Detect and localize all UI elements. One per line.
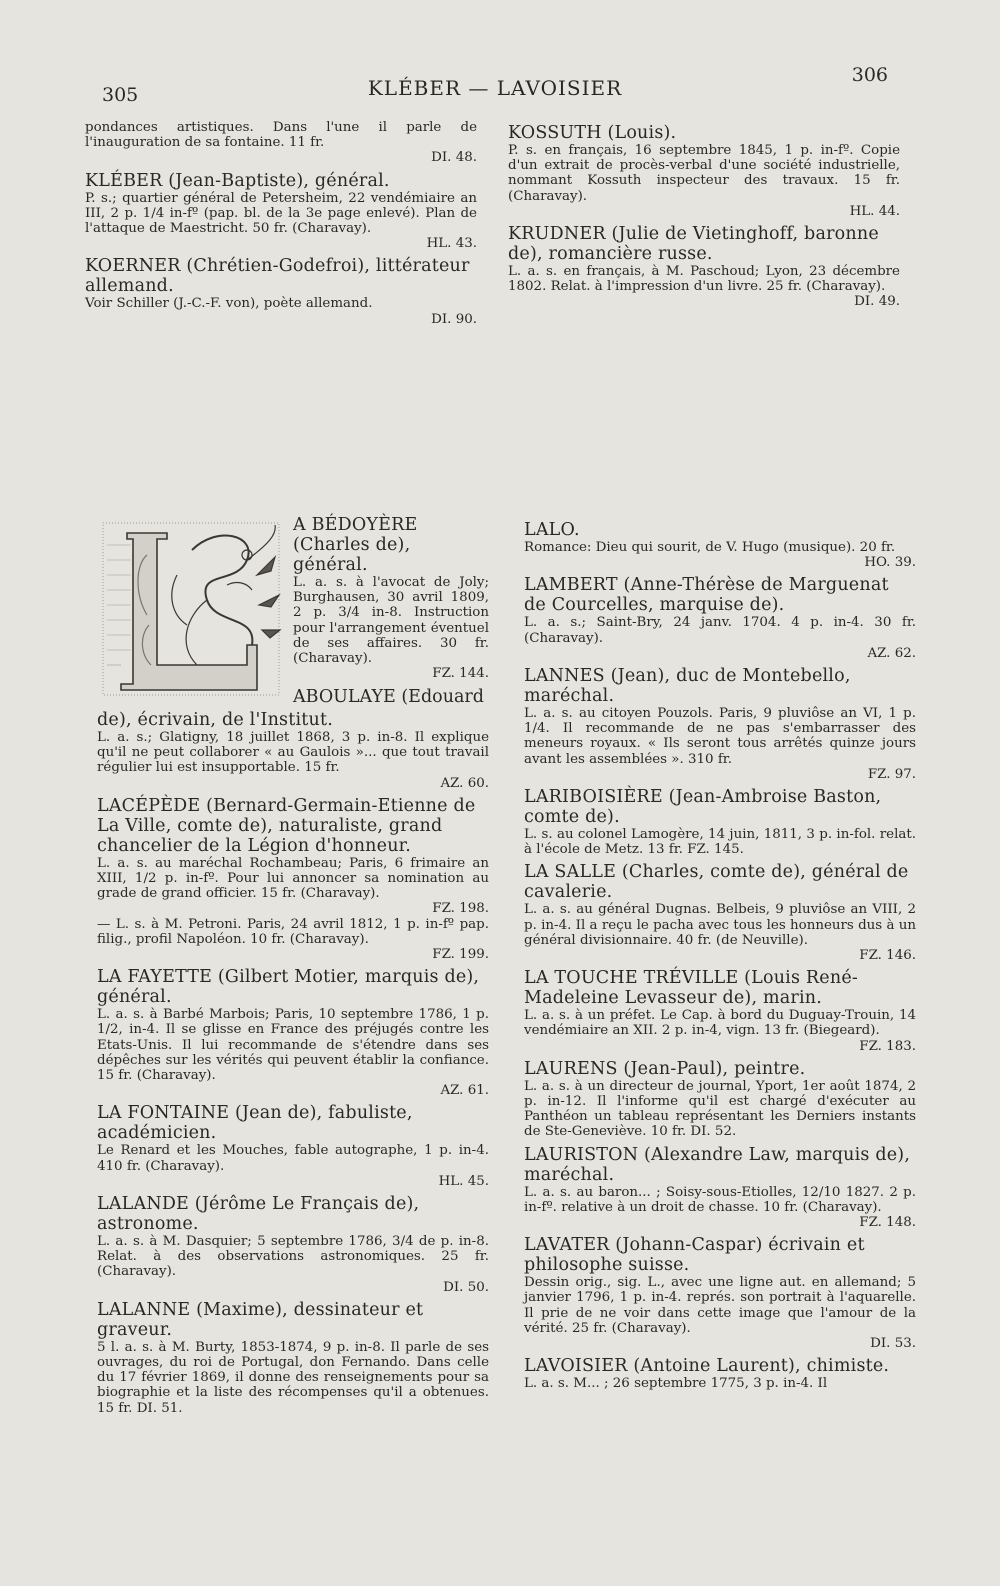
entry-heading: LANNES (Jean), duc de Montebello, maréchal. bbox=[524, 666, 851, 707]
entry-heading: LALANDE (Jérôme Le Français de), astronome. bbox=[97, 1194, 420, 1235]
entry-reference: DI. 90. bbox=[431, 311, 477, 327]
page-number-left: 305 bbox=[102, 84, 139, 106]
entry-heading: LALO. bbox=[524, 520, 580, 540]
entry-description: P. s. en français, 16 septembre 1845, 1 p. in-fº. Copie d'un extrait de procès-verbal d'une société industrielle, nommant Kossuth inspecteur des travaux. 15 fr. (Charavay). bbox=[508, 143, 900, 204]
left-column-bottom bbox=[97, 515, 489, 1416]
entry-description: L. a. s. au baron... ; Soisy-sous-Etiolles, 12/10 1827. 2 p. in-fº. relative à un droit de chasse. 10 fr. (Charavay). bbox=[524, 1184, 916, 1215]
running-header bbox=[100, 62, 890, 106]
entry-reference: HL. 44. bbox=[849, 203, 900, 219]
entry-heading: LACÉPÈDE (Bernard-Germain-Etienne de La Ville, comte de), naturaliste, grand chancelier de la Légion d'honneur. bbox=[97, 795, 476, 856]
entry-reference: AZ. 62. bbox=[867, 645, 916, 661]
right-column-top bbox=[508, 118, 900, 310]
entry-description: Romance: Dieu qui sourit, de V. Hugo (musique). 20 fr. bbox=[524, 540, 896, 555]
right-column-bottom bbox=[524, 515, 916, 1392]
page-number-right: 306 bbox=[851, 64, 888, 86]
entry-reference: FZ. 148. bbox=[859, 1215, 916, 1231]
entry-reference: HL. 45. bbox=[438, 1173, 489, 1189]
entry-reference: DI. 48. bbox=[431, 150, 477, 166]
entry-heading: LAVATER (Johann-Caspar) écrivain et philosophe suisse. bbox=[524, 1235, 865, 1276]
entry-description: L. a. s.; Glatigny, 18 juillet 1868, 3 p. in-8. Il explique qu'il ne peut collaborer « au Gaulois »... que tout travail régulier lui est insupportable. 15 fr. bbox=[97, 730, 489, 776]
entry-description: 5 l. a. s. à M. Burty, 1853-1874, 9 p. in-8. Il parle de ses ouvrages, du roi de Portugal, don Fernando. Dans celle du 17 février 1869, il donne des renseignements pour sa biographie et la liste des récompenses qu'il a obtenues. 15 fr. DI. 51. bbox=[97, 1339, 489, 1416]
entry-description: L. s. au colonel Lamogère, 14 juin, 1811, 3 p. in-fol. relat. à l'école de Metz. 13 fr. FZ. 145. bbox=[524, 827, 916, 858]
entry-description: — L. s. à M. Petroni. Paris, 24 avril 1812, 1 p. in-fº pap. filig., profil Napoléon. 10 fr. (Charavay). bbox=[97, 916, 489, 947]
entry-heading: KOSSUTH (Louis). bbox=[508, 123, 677, 143]
entry-description: P. s.; quartier général de Petersheim, 22 vendémiaire an III, 2 p. 1/4 in-fº (pap. bl. de la 3e page enlevé). Plan de l'attaque de Maestricht. 50 fr. (Charavay). bbox=[85, 190, 477, 237]
entry-heading: KOERNER (Chrétien-Godefroi), littérateur allemand. bbox=[85, 256, 470, 297]
entry-reference: HO. 39. bbox=[864, 555, 916, 571]
entry-description: L. a. s. M... ; 26 septembre 1775, 3 p. in-4. Il bbox=[524, 1376, 828, 1392]
entry-description: L. a. s. à un directeur de journal, Yport, 1er août 1874, 2 p. in-12. Il l'informe qu'il est chargé d'exécuter au Panthéon un tableau représentant les Derniers instants de Ste-Geneviève. 10 fr. DI. 52. bbox=[524, 1078, 916, 1140]
entry-heading: A BÉDOYÈRE (Charles de), général. bbox=[293, 515, 418, 575]
entry-heading: LARIBOISIÈRE (Jean-Ambroise Baston, comte de). bbox=[524, 787, 882, 828]
entry-description: Voir Schiller (J.-C.-F. von), poète allemand. bbox=[85, 296, 373, 312]
entry-description: L. a. s. à M. Dasquier; 5 septembre 1786, 3/4 de p. in-8. Relat. à des observations astronomiques. 25 fr. (Charavay). bbox=[97, 1234, 489, 1280]
entry-description: L. a. s.; Saint-Bry, 24 janv. 1704. 4 p. in-4. 30 fr. (Charavay). bbox=[524, 615, 916, 646]
entry-heading: LAVOISIER (Antoine Laurent), chimiste. bbox=[524, 1356, 890, 1377]
entry-description: L. a. s. à un préfet. Le Cap. à bord du Duguay-Trouin, 14 vendémiaire an XII. 2 p. in-4, vign. 13 fr. (Biegeard). bbox=[524, 1008, 916, 1039]
entry-heading: LA SALLE (Charles, comte de), général de cavalerie. bbox=[524, 862, 909, 903]
entry-reference: DI. 49. bbox=[854, 294, 900, 310]
entry-reference: DI. 50. bbox=[443, 1279, 489, 1295]
entry-reference: FZ. 146. bbox=[859, 948, 916, 964]
entry-heading: LA FONTAINE (Jean de), fabuliste, académicien. bbox=[97, 1103, 413, 1144]
left-column-top bbox=[85, 120, 477, 327]
entry-description: Le Renard et les Mouches, fable autographe, 1 p. in-4. 410 fr. (Charavay). bbox=[97, 1143, 489, 1174]
entry-reference: AZ. 61. bbox=[440, 1083, 489, 1099]
entry-reference: DI. 53. bbox=[870, 1336, 916, 1352]
entry-description: L. a. s. à l'avocat de Joly; Burghausen, 30 avril 1809, 2 p. 3/4 in-8. Instruction pour l'arrangement éventuel de ses affaires. 30 fr. (Charavay). bbox=[293, 575, 489, 667]
running-title: KLÉBER — LAVOISIER bbox=[367, 76, 623, 100]
ornamental-dropcap-icon bbox=[97, 515, 289, 705]
dropcap-entry-text bbox=[293, 515, 489, 681]
entry-heading: KRUDNER (Julie de Vietinghoff, baronne de), romancière russe. bbox=[508, 224, 879, 265]
entry-reference: FZ. 199. bbox=[432, 947, 489, 963]
entry-heading: de), écrivain, de l'Institut. bbox=[97, 710, 333, 730]
entry-heading: KLÉBER (Jean-Baptiste), général. bbox=[85, 170, 390, 191]
entry-description: L. a. s. en français, à M. Paschoud; Lyon, 23 décembre 1802. Relat. à l'impression d'un livre. 25 fr. (Charavay). bbox=[508, 264, 900, 295]
entry-description: Dessin orig., sig. L., avec une ligne aut. en allemand; 5 janvier 1796, 1 p. in-4. représ. son portrait à l'aquarelle. Il prie de ne voir dans cette image que l'amour de la vérité. 25 fr. (Charavay). bbox=[524, 1275, 916, 1336]
entry-reference: FZ. 198. bbox=[432, 901, 489, 917]
entry-description: L. a. s. au général Dugnas. Belbeis, 9 pluviôse an VIII, 2 p. in-4. Il a reçu le pacha avec tous les honneurs dus à un général divisionnaire. 40 fr. (de Neuville). bbox=[524, 902, 916, 948]
entry-heading: LAURENS (Jean-Paul), peintre. bbox=[524, 1058, 806, 1079]
left-column-bottom-entries bbox=[97, 710, 489, 1416]
entry-description: L. a. s. à Barbé Marbois; Paris, 10 septembre 1786, 1 p. 1/2, in-4. Il se glisse en France des préjugés contre les Etats-Unis. Il lui recommande de s'étendre dans ses dépêches sur les vérités qui peuvent établir la confiance. 15 fr. (Charavay). bbox=[97, 1007, 489, 1084]
entry-reference: FZ. 97. bbox=[867, 766, 916, 782]
entry-heading-start: ABOULAYE (Edouard bbox=[293, 687, 484, 707]
entry-heading: LA TOUCHE TRÉVILLE (Louis René-Madeleine Levasseur de), marin. bbox=[524, 968, 859, 1009]
entry-reference: FZ. 144. bbox=[432, 666, 489, 682]
entry-description: L. a. s. au maréchal Rochambeau; Paris, 6 frimaire an XIII, 1/2 p. in-fº. Pour lui annoncer sa nomination au grade de grand officier. 15 fr. (Charavay). bbox=[97, 855, 489, 902]
entry-reference: AZ. 60. bbox=[440, 775, 489, 791]
entry-reference: FZ. 183. bbox=[859, 1038, 916, 1054]
entry-description: L. a. s. au citoyen Pouzols. Paris, 9 pluviôse an VI, 1 p. 1/4. Il recommande de ne pas s'embarrasser des meneurs royaux. « Ils seront tous arrêtés quinze jours avant les assemblées ». 310 fr. bbox=[524, 706, 916, 767]
entry-heading: LALANNE (Maxime), dessinateur et graveur. bbox=[97, 1299, 424, 1340]
entry-heading: LAURISTON (Alexandre Law, marquis de), maréchal. bbox=[524, 1144, 911, 1185]
entry-continuation: pondances artistiques. Dans l'une il parle de l'inauguration de sa fontaine. 11 fr. bbox=[85, 120, 477, 151]
entry-heading: LAMBERT (Anne-Thérèse de Marguenat de Courcelles, marquise de). bbox=[524, 575, 889, 616]
entry-heading: LA FAYETTE (Gilbert Motier, marquis de), général. bbox=[97, 967, 480, 1008]
dropcap-entry bbox=[97, 515, 489, 710]
entry-reference: HL. 43. bbox=[426, 236, 477, 252]
